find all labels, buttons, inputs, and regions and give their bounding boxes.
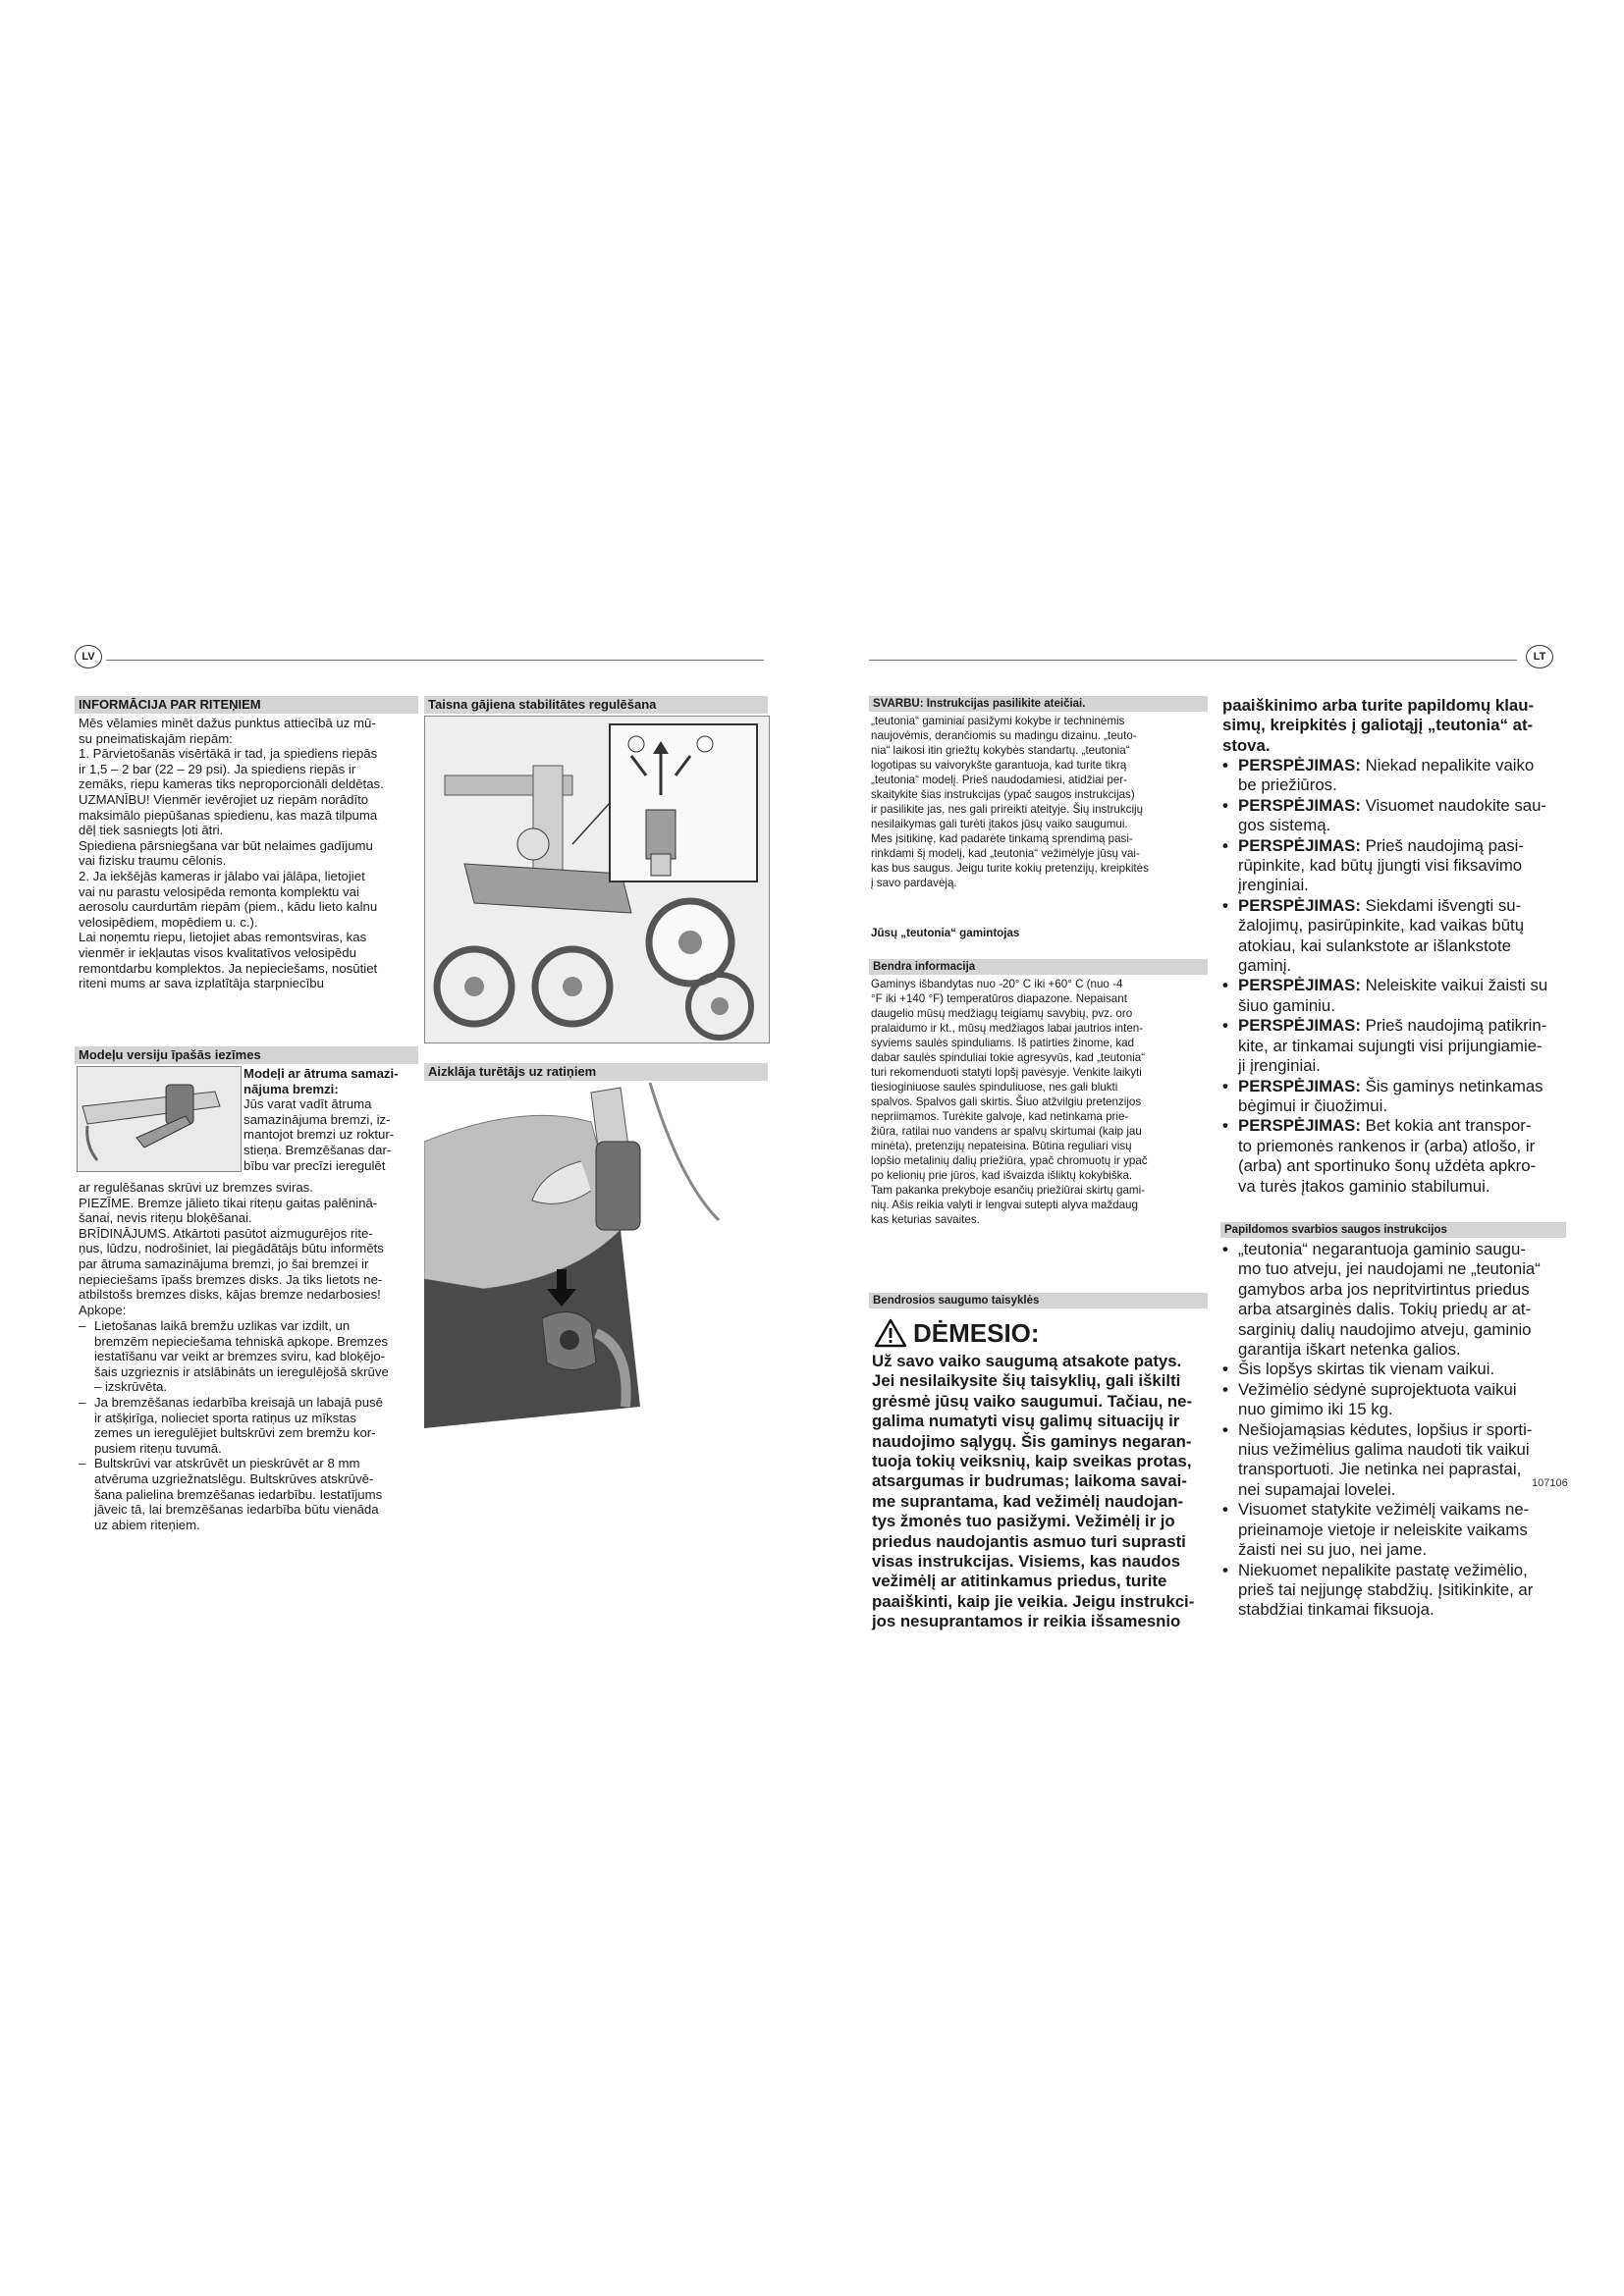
extra-safety-list: [1222, 1240, 1566, 1621]
text-line: zemāks, riepu kameras tiks neproporcionāli deldētas.: [79, 776, 384, 792]
text-line: visas instrukcijas. Visiems, kas naudos: [872, 1552, 1181, 1572]
text-line: su pneimatiskajām riepām:: [79, 730, 233, 746]
text-line: ir atšķirīga, nolieciet sporta ratiņus uz mīkstas: [94, 1410, 356, 1425]
warning-heading: [874, 1315, 1040, 1351]
text-line: „teutonia“ negarantuoja gaminio saugu-: [1238, 1240, 1526, 1258]
text-line: [1238, 756, 1534, 775]
text-line: maksimālo piepūšanas spiedienu, kas mazā tilpuma: [79, 807, 378, 823]
text-line: paaiškinimo arba turite papildomų klau-: [1222, 696, 1535, 715]
section-header-extra-safety: Papildomos svarbios saugos instrukcijos: [1220, 1222, 1566, 1238]
language-badge-lv: LV: [75, 645, 102, 668]
text-line: prieinamoje vietoje ir neleiskite vaikams: [1238, 1520, 1528, 1539]
bullet-marker: •: [1222, 1016, 1228, 1036]
text-line: sarginių dalių naudojimo atveju, gaminio: [1238, 1319, 1532, 1339]
text-line: va turės įtakos gaminio stabilumui.: [1238, 1176, 1490, 1196]
bullet-marker: •: [1222, 1419, 1228, 1439]
warning-label: PERSPĖJIMAS:: [1238, 795, 1366, 815]
text-line: vežimėlį ar atitinkamus priedus, turite: [872, 1572, 1167, 1591]
text-line: šais uzgrieznis ir atslābināts un ieregulējošā skrūve: [94, 1363, 389, 1379]
text-line: turi rekomenduoti statyti lopšį pavėsyje. Venkite laikyti: [871, 1066, 1142, 1079]
list-item: [79, 1318, 424, 1395]
list-item: [1222, 1016, 1566, 1076]
brake-lever-figure: [77, 1066, 242, 1172]
section-header-general-info: Bendra informacija: [869, 959, 1208, 975]
dash-marker: –: [79, 1318, 86, 1333]
text-line: [1238, 1077, 1543, 1096]
text-line: kas bus saugus. Jeigu turite kokių pretenzijų, kreipkitės: [871, 862, 1149, 875]
text-line: pralaidumo ir kt., mūsų medžiagos labai jautrios inten-: [871, 1022, 1144, 1035]
warning-title: DĖMESIO:: [913, 1317, 1040, 1348]
text-line: [1238, 796, 1546, 816]
list-item: [1222, 1500, 1566, 1560]
text-line: dabar saulės spinduliai tokie agresyvūs, kad „teutonia“: [871, 1051, 1146, 1064]
text-fragment: Prieš naudojimą pasi-: [1365, 835, 1524, 855]
cover-holder-figure: [424, 1083, 768, 1428]
text-line: PIEZĪME. Bremze jālieto tikai riteņu gaitas palēninā-: [79, 1195, 378, 1210]
text-line: Jūs varat vadīt ātruma: [244, 1096, 372, 1112]
text-line: bību var precīzi ieregulēt: [244, 1157, 386, 1173]
text-line: nepieciešams īpašs bremzes disks. Ja tiks lietots ne-: [79, 1271, 383, 1287]
text-line: ir pasilikite jas, nes gali prireikti ateityje. Šių instrukcijų: [871, 803, 1144, 816]
warning-text: [872, 1352, 1216, 1632]
text-line: žiūra, ratilai nuo vandens ar spalvų skirtumai (kaip jau: [871, 1125, 1142, 1138]
bullet-marker: •: [1222, 1360, 1228, 1379]
text-line: Vežimėlio sėdynė suprojektuota vaikui: [1238, 1379, 1517, 1399]
text-line: bremzēm nepieciešama tehniskā apkope. Bremzes: [94, 1333, 389, 1349]
list-item: [1222, 796, 1566, 836]
text-line: [1238, 1016, 1546, 1036]
text-line: naujovėmis, derančiomis su madingu dizainu. „teuto-: [871, 729, 1137, 742]
list-item: [79, 1395, 424, 1456]
warnings-list: [1222, 756, 1566, 1197]
wheel-info-text: [79, 716, 422, 991]
text-line: stabdžiai tinkamai fiksuoja.: [1238, 1600, 1435, 1620]
dash-marker: –: [79, 1456, 86, 1471]
text-line: aerosolu caurdurtām riepām (piem., kādu lieto kalnu: [79, 899, 378, 915]
text-line: Nešiojamąsias kėdutes, lopšius ir sporti-: [1238, 1419, 1533, 1439]
text-line: daugelio mūsų medžiagų teigiamų savybių, pvz. oro: [871, 1007, 1133, 1020]
text-line: ji įrenginiai.: [1238, 1056, 1321, 1076]
text-line: priedus naudojantis asmuo turi suprasti: [872, 1531, 1186, 1551]
text-line: nių. Ašis reikia valyti ir lengvai sutepti alyva maždaug: [871, 1199, 1138, 1211]
text-fragment: Bet kokia ant transpor-: [1365, 1116, 1532, 1136]
text-line: par ātruma samazinājuma bremzi, jo šai bremzei ir: [79, 1255, 369, 1271]
text-line: rūpinkite, kad būtų įjungti visi fiksavimo: [1238, 856, 1523, 876]
text-line: skaitykite šias instrukcijas (ypač saugos instrukcijas): [871, 788, 1135, 801]
warning-label: PERSPĖJIMAS:: [1238, 1016, 1366, 1036]
text-line: ņus, lūdzu, nodrošiniet, lai piegādātājs būtu informēts: [79, 1241, 384, 1256]
text-line: paaiškinti, kaip jie veikia. Jeigu instrukci-: [872, 1591, 1195, 1611]
section-header-important: SVARBU: Instrukcijas pasilikite ateičiai.: [869, 696, 1208, 712]
bullet-marker: •: [1222, 1240, 1228, 1258]
text-line: Niekuomet nepalikite pastatę vežimėlio,: [1238, 1560, 1528, 1579]
text-line: stova.: [1222, 735, 1271, 755]
text-line: atvēruma uzgriežnatslēgu. Bultskrūves atskrūvē-: [94, 1470, 374, 1486]
text-line: Šis lopšys skirtas tik vienam vaikui.: [1238, 1360, 1495, 1379]
text-line: „teutonia“ gaminiai pasižymi kokybe ir techninėmis: [871, 715, 1125, 727]
text-line: remontdarbu komplektos. Ja nepieciešams, nosūtiet: [79, 960, 378, 976]
brake-lever-illustration: [78, 1067, 241, 1171]
text-line: atokiau, kai sulankstote ar išlankstote: [1238, 935, 1511, 955]
text-line: Jei nesilaikysite šių taisyklių, gali iškilti: [872, 1371, 1181, 1391]
text-line: nei supamajai lovelei.: [1238, 1479, 1396, 1499]
text-line: transportuoti. Jie netinka nei paprastai,: [1238, 1460, 1522, 1479]
text-line: uz abiem riteņiem.: [94, 1517, 200, 1532]
text-line: nesilaikymas gali turėti įtakos jūsų vaiko saugumui.: [871, 818, 1128, 830]
text-line: [1238, 896, 1524, 916]
text-line: Už savo vaiko saugumą atsakote patys.: [872, 1352, 1182, 1370]
list-item: [1222, 1420, 1566, 1501]
text-line: prieš tai neįjungę stabdžių. Įsitikinkite, ar: [1238, 1579, 1534, 1599]
text-line: vai fizisku traumu cēlonis.: [79, 853, 227, 869]
text-line: logotipas su vaivorykšte garantuoja, kad turite tikrą: [871, 759, 1127, 772]
text-line: įrenginiai.: [1238, 876, 1309, 895]
text-line: ir 1,5 – 2 bar (22 – 29 psi). Ja spiediens riepās ir: [79, 761, 356, 776]
text-line: žaisti nei su juo, nei jame.: [1238, 1540, 1428, 1560]
text-line: Mes įsitikinę, kad padarėte tinkamą sprendimą pasi-: [871, 832, 1133, 845]
text-line: atbilstošs bremzes disks, kājas bremze nedarbosies!: [79, 1287, 381, 1303]
text-line: Lietošanas laikā bremžu uzlikas var izdilt, un: [94, 1318, 351, 1333]
text-line: gaminį.: [1238, 956, 1292, 976]
text-line: Tam pakanka prekyboje esančių priežiūrai skirtų gami-: [871, 1184, 1146, 1197]
text-line: Lai noņemtu riepu, lietojiet abas remontsviras, kas: [79, 930, 367, 945]
text-fragment: Niekad nepalikite vaiko: [1365, 756, 1535, 774]
text-line: arba atsarginės dalis. Tokių priedų ar at-: [1238, 1300, 1532, 1319]
general-info-text: [871, 977, 1210, 1227]
text-line: zemes un ieregulējiet bultskrūvi zem bremžu kor-: [94, 1425, 376, 1441]
text-line: lopšio metalinių dalių priežiūra, ypač chromuotų ir ypač: [871, 1154, 1148, 1167]
dash-marker: –: [79, 1394, 86, 1410]
text-line: po kelionių prie jūros, kad išvaizda išliktų kokybiška.: [871, 1169, 1133, 1182]
bullet-marker: •: [1222, 976, 1228, 995]
text-line: UZMANĪBU! Vienmēr ievērojiet uz riepām norādīto: [79, 791, 369, 807]
text-line: Mēs vēlamies minēt dažus punktus attiecībā uz mū-: [79, 716, 376, 730]
text-line: spalvos. Spalvos gali skirtis. Šiuo atžvilgiu pretenzijos: [871, 1095, 1142, 1108]
text-fragment: Neleiskite vaikui žaisti su: [1365, 976, 1548, 995]
list-item: [1222, 1380, 1566, 1420]
text-line: samazinājuma bremzi, iz-: [244, 1111, 391, 1127]
text-line: simų, kreipkitės į galiotąjį „teutonia“ at-: [1222, 716, 1534, 735]
bullet-marker: •: [1222, 795, 1228, 815]
text-line: vai nu parastu velosipēda remonta komplektu vai: [79, 883, 359, 899]
text-line: – izskrūvēta.: [94, 1379, 168, 1395]
text-line: tiesioginiuose saulės spinduliuose, nes gali blukti: [871, 1081, 1118, 1094]
warning-label: PERSPĖJIMAS:: [1238, 895, 1366, 915]
header-rule-left: [106, 660, 764, 661]
list-item: [1222, 756, 1566, 796]
text-line: [1238, 976, 1547, 995]
text-line: žalojimų, pasirūpinkite, kad vaikas būtų: [1238, 916, 1525, 935]
text-line: vienmēr ir iekļautas visos kvalitatīvos velosipēdu: [79, 944, 356, 960]
brake-model-text: [244, 1066, 424, 1173]
text-line: kite, ar tinkamai sujungti visi prijungiamie-: [1238, 1036, 1543, 1055]
text-line: rinkdami šį modelį, kad „teutonia“ vežimėlyje jūsų vai-: [871, 847, 1140, 860]
maintenance-list: [79, 1318, 424, 1532]
list-item: [1222, 1077, 1566, 1117]
text-line: garantija iškart netenka galios.: [1238, 1340, 1461, 1360]
list-item: [1222, 1240, 1566, 1360]
text-line: gos sistemą.: [1238, 816, 1331, 835]
text-line: kas keturias savaites.: [871, 1213, 980, 1226]
list-item: [1222, 1360, 1566, 1379]
bullet-marker: •: [1222, 1116, 1228, 1136]
text-line: stieņa. Bremzēšanas dar-: [244, 1142, 392, 1157]
text-line: be priežiūros.: [1238, 775, 1337, 795]
section-header-wheel-info: INFORMĀCIJA PAR RITEŅIEM: [75, 696, 418, 714]
section-header-model-features: Modeļu versiju īpašās iezīmes: [75, 1046, 418, 1064]
text-line: syviems saulės spinduliams. Iš patirties žinome, kad: [871, 1037, 1135, 1049]
text-line: jos nesuprantamos ir reikia išsamesnio: [872, 1612, 1181, 1631]
text-line: 1. Pārvietošanās visērtākā ir tad, ja spiediens riepās: [79, 746, 378, 762]
stroller-wheel-illustration: [425, 717, 769, 1042]
text-line: Visuomet statykite vežimėlį vaikams ne-: [1238, 1500, 1530, 1520]
text-line: Bultskrūvi var atskrūvēt un pieskrūvēt ar 8 mm: [94, 1456, 360, 1471]
text-line: iestatīšanu var veikt ar bremzes sviru, kad bloķējo-: [94, 1349, 386, 1364]
text-line: BRĪDINĀJUMS. Atkārtoti pasūtot aizmugurējos rite-: [79, 1225, 373, 1241]
text-line: šanai, nevis riteņu bloķēšanai.: [79, 1210, 252, 1226]
warning-triangle-icon: [874, 1318, 907, 1348]
bullet-marker: •: [1222, 1560, 1228, 1579]
text-line: riteni mums ar sava izplatītāja starpniecību: [79, 976, 324, 991]
cover-holder-illustration: [424, 1083, 768, 1428]
section-header-cover-holder: Aizklāja turētājs uz ratiņiem: [424, 1063, 768, 1081]
warning-label: PERSPĖJIMAS:: [1238, 756, 1366, 774]
text-line: grėsmė jūsų vaiko saugumui. Tačiau, ne-: [872, 1391, 1193, 1411]
list-item: [79, 1456, 424, 1532]
text-line: velosipēdiem, mopēdiem u. c.).: [79, 914, 258, 930]
bullet-marker: •: [1222, 1379, 1228, 1399]
warning-label: PERSPĖJIMAS:: [1238, 1076, 1366, 1095]
text-line: bėgimui ir čiuožimui.: [1238, 1095, 1388, 1115]
text-line: mantojot bremzi uz roktur-: [244, 1127, 395, 1143]
bullet-marker: •: [1222, 1500, 1228, 1520]
text-line: Gaminys išbandytas nuo -20° C iki +60° C (nuo -4: [871, 978, 1123, 990]
text-line: nepriimamos. Turėkite galvoje, kad netinkama prie-: [871, 1110, 1129, 1123]
text-line: nuo gimimo iki 15 kg.: [1238, 1400, 1393, 1419]
important-text: [871, 714, 1210, 890]
document-code: 107106: [1532, 1477, 1568, 1489]
text-line: dēļ tiek sasniegts ļoti ātri.: [79, 823, 224, 838]
list-item: [1222, 1116, 1566, 1197]
list-item: [1222, 836, 1566, 896]
text-fragment: Šis gaminys netinkamas: [1365, 1076, 1543, 1095]
text-line: (arba) ant sportinuko šonų uždėta apkro-: [1238, 1156, 1537, 1176]
list-item: [1222, 1561, 1566, 1621]
text-line: naudojimo sąlygų. Šis gaminys negaran-: [872, 1431, 1192, 1451]
text-line: to priemonės rankenos ir (arba) atlošo, ir: [1238, 1136, 1536, 1155]
manufacturer-signature: Jūsų „teutonia“ gamintojas: [871, 927, 1020, 939]
text-line: Apkope:: [79, 1302, 127, 1317]
text-fragment: Siekdami išvengti su-: [1365, 895, 1522, 915]
bullet-marker: •: [1222, 1076, 1228, 1095]
text-line: šana palielina bremzēšanas iedarbību. Iestatījums: [94, 1486, 383, 1502]
list-item: [1222, 976, 1566, 1016]
text-line: [1238, 1116, 1536, 1136]
text-line: nia“ laikosi itin griežtų kokybės standartų. „teutonia“: [871, 744, 1130, 757]
text-line: Ja bremzēšanas iedarbība kreisajā un labajā pusē: [94, 1394, 383, 1410]
text-line: [1238, 836, 1524, 856]
text-line: °F iki +140 °F) temperatūros diapazone. Nepaisant: [871, 992, 1127, 1005]
text-line: Spiediena pārsniegšana var būt nelaimes gadījumu: [79, 837, 373, 853]
model-features-text: [79, 1180, 422, 1317]
warning-label: PERSPĖJIMAS:: [1238, 1116, 1366, 1136]
text-line: galima numatyti visų galimų situacijų ir: [872, 1412, 1180, 1431]
section-header-safety-rules: Bendrosios saugumo taisyklės: [869, 1293, 1208, 1308]
list-item: [1222, 896, 1566, 977]
text-fragment: Visuomet naudokite sau-: [1365, 795, 1547, 815]
text-line: pusiem riteņu tuvumā.: [94, 1440, 222, 1456]
header-rule-right: [869, 660, 1517, 661]
warning-text-continued: [1222, 696, 1566, 756]
text-line: šiuo gaminiu.: [1238, 995, 1335, 1015]
stability-adjustment-figure: [424, 716, 770, 1043]
text-line: mo tuo atveju, jei naudojami ne „teutonia“: [1238, 1259, 1541, 1279]
text-line: nius vežimėlius galima naudoti tik vaikui: [1238, 1440, 1530, 1460]
brake-model-title-line2: nājuma bremzi:: [244, 1081, 339, 1096]
brake-model-title-line1: Modeļi ar ātruma samazi-: [244, 1066, 399, 1081]
warning-label: PERSPĖJIMAS:: [1238, 835, 1366, 855]
text-line: atsargumas ir budrumas; laikoma savai-: [872, 1471, 1187, 1491]
text-fragment: Prieš naudojimą patikrin-: [1365, 1016, 1547, 1036]
bullet-marker: •: [1222, 895, 1228, 915]
text-line: minėta), pretenzijų nepateisina. Būtina reguliari visų: [871, 1140, 1132, 1152]
text-line: gamybos arba jos nepritvirtintus priedus: [1238, 1279, 1530, 1299]
text-line: į savo pardavėją.: [871, 877, 957, 889]
section-header-stability: Taisna gājiena stabilitātes regulēšana: [424, 696, 768, 714]
warning-label: PERSPĖJIMAS:: [1238, 976, 1366, 995]
bullet-marker: •: [1222, 756, 1228, 774]
text-line: me suprantama, kad vežimėlį naudojan-: [872, 1491, 1184, 1511]
text-line: ar regulēšanas skrūvi uz bremzes sviras.: [79, 1180, 313, 1195]
text-line: 2. Ja iekšējās kameras ir jālabo vai jālāpa, lietojiet: [79, 868, 365, 883]
text-line: „teutonia“ modelį. Prieš naudodamiesi, atidžiai per-: [871, 774, 1127, 786]
text-line: tys žmonės tuo pasižymi. Vežimėlį ir jo: [872, 1512, 1175, 1531]
text-line: jāveic tā, lai bremzēšanas iedarbība būtu vienāda: [94, 1502, 379, 1518]
bullet-marker: •: [1222, 835, 1228, 855]
text-line: tuoja tokių veiksnių, kaip sveikas protas,: [872, 1452, 1192, 1471]
language-badge-lt: LT: [1526, 645, 1553, 668]
